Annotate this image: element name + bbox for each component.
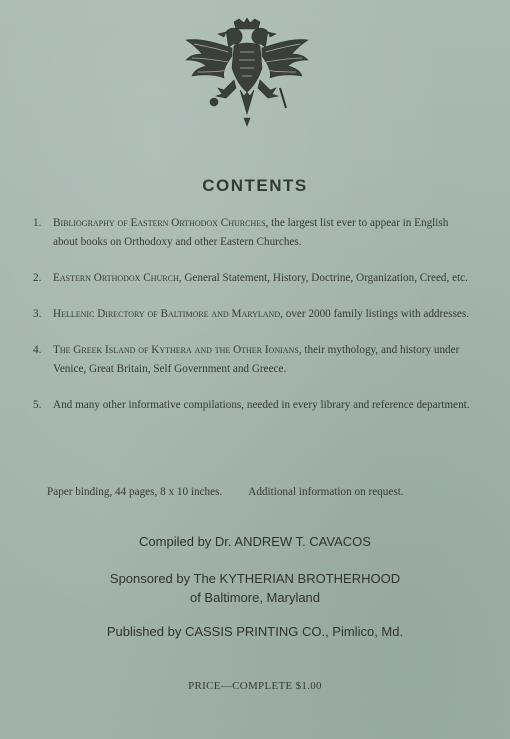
item-number: 2.: [33, 272, 42, 284]
list-item: [33, 341, 473, 379]
binding-info: Paper binding, 44 pages, 8 x 10 inches.: [47, 486, 223, 498]
list-item: [33, 269, 473, 288]
price-line: PRICE—COMPLETE $1.00: [188, 680, 322, 692]
item-heading: The Greek Island of Kythera and the Other Ionians,: [53, 344, 302, 356]
published-by: Published by CASSIS PRINTING CO., Pimlico, Md.: [106, 624, 404, 639]
list-item: [33, 214, 473, 252]
item-description: the largest list ever to appear in English about books on Orthodoxy and other Eastern Churches.: [53, 217, 449, 248]
double-headed-eagle-icon: [184, 18, 310, 128]
contents-list: [33, 214, 473, 432]
sponsored-line-2: of Baltimore, Maryland: [189, 590, 321, 605]
item-number: 5.: [33, 399, 42, 411]
list-item: [33, 305, 473, 324]
item-number: 4.: [33, 344, 42, 356]
item-number: 3.: [33, 308, 42, 320]
compiled-by: Compiled by Dr. ANDREW T. CAVACOS: [139, 534, 371, 549]
item-heading: Eastern Orthodox Church,: [53, 272, 182, 284]
item-number: 1.: [33, 217, 42, 229]
item-heading: Hellenic Directory of Baltimore and Maryland,: [53, 308, 283, 320]
item-description: And many other informative compilations, needed in every library and reference department.: [53, 399, 470, 411]
item-description: General Statement, History, Doctrine, Organization, Creed, etc.: [181, 272, 468, 284]
additional-info: Additional information on request.: [248, 486, 404, 498]
list-item: [33, 396, 473, 415]
sponsored-line-1: Sponsored by The KYTHERIAN BROTHERHOOD: [109, 571, 401, 586]
sponsored-by: [0, 569, 510, 607]
contents-title: CONTENTS: [202, 176, 308, 195]
binding-note: [47, 486, 477, 498]
item-description: their mythology, and history under Venice, Great Britain, Self Government and Greece.: [53, 344, 460, 375]
item-heading: Bibliography of Eastern Orthodox Churches,: [53, 217, 269, 229]
item-description: over 2000 family listings with addresses.: [282, 308, 470, 320]
